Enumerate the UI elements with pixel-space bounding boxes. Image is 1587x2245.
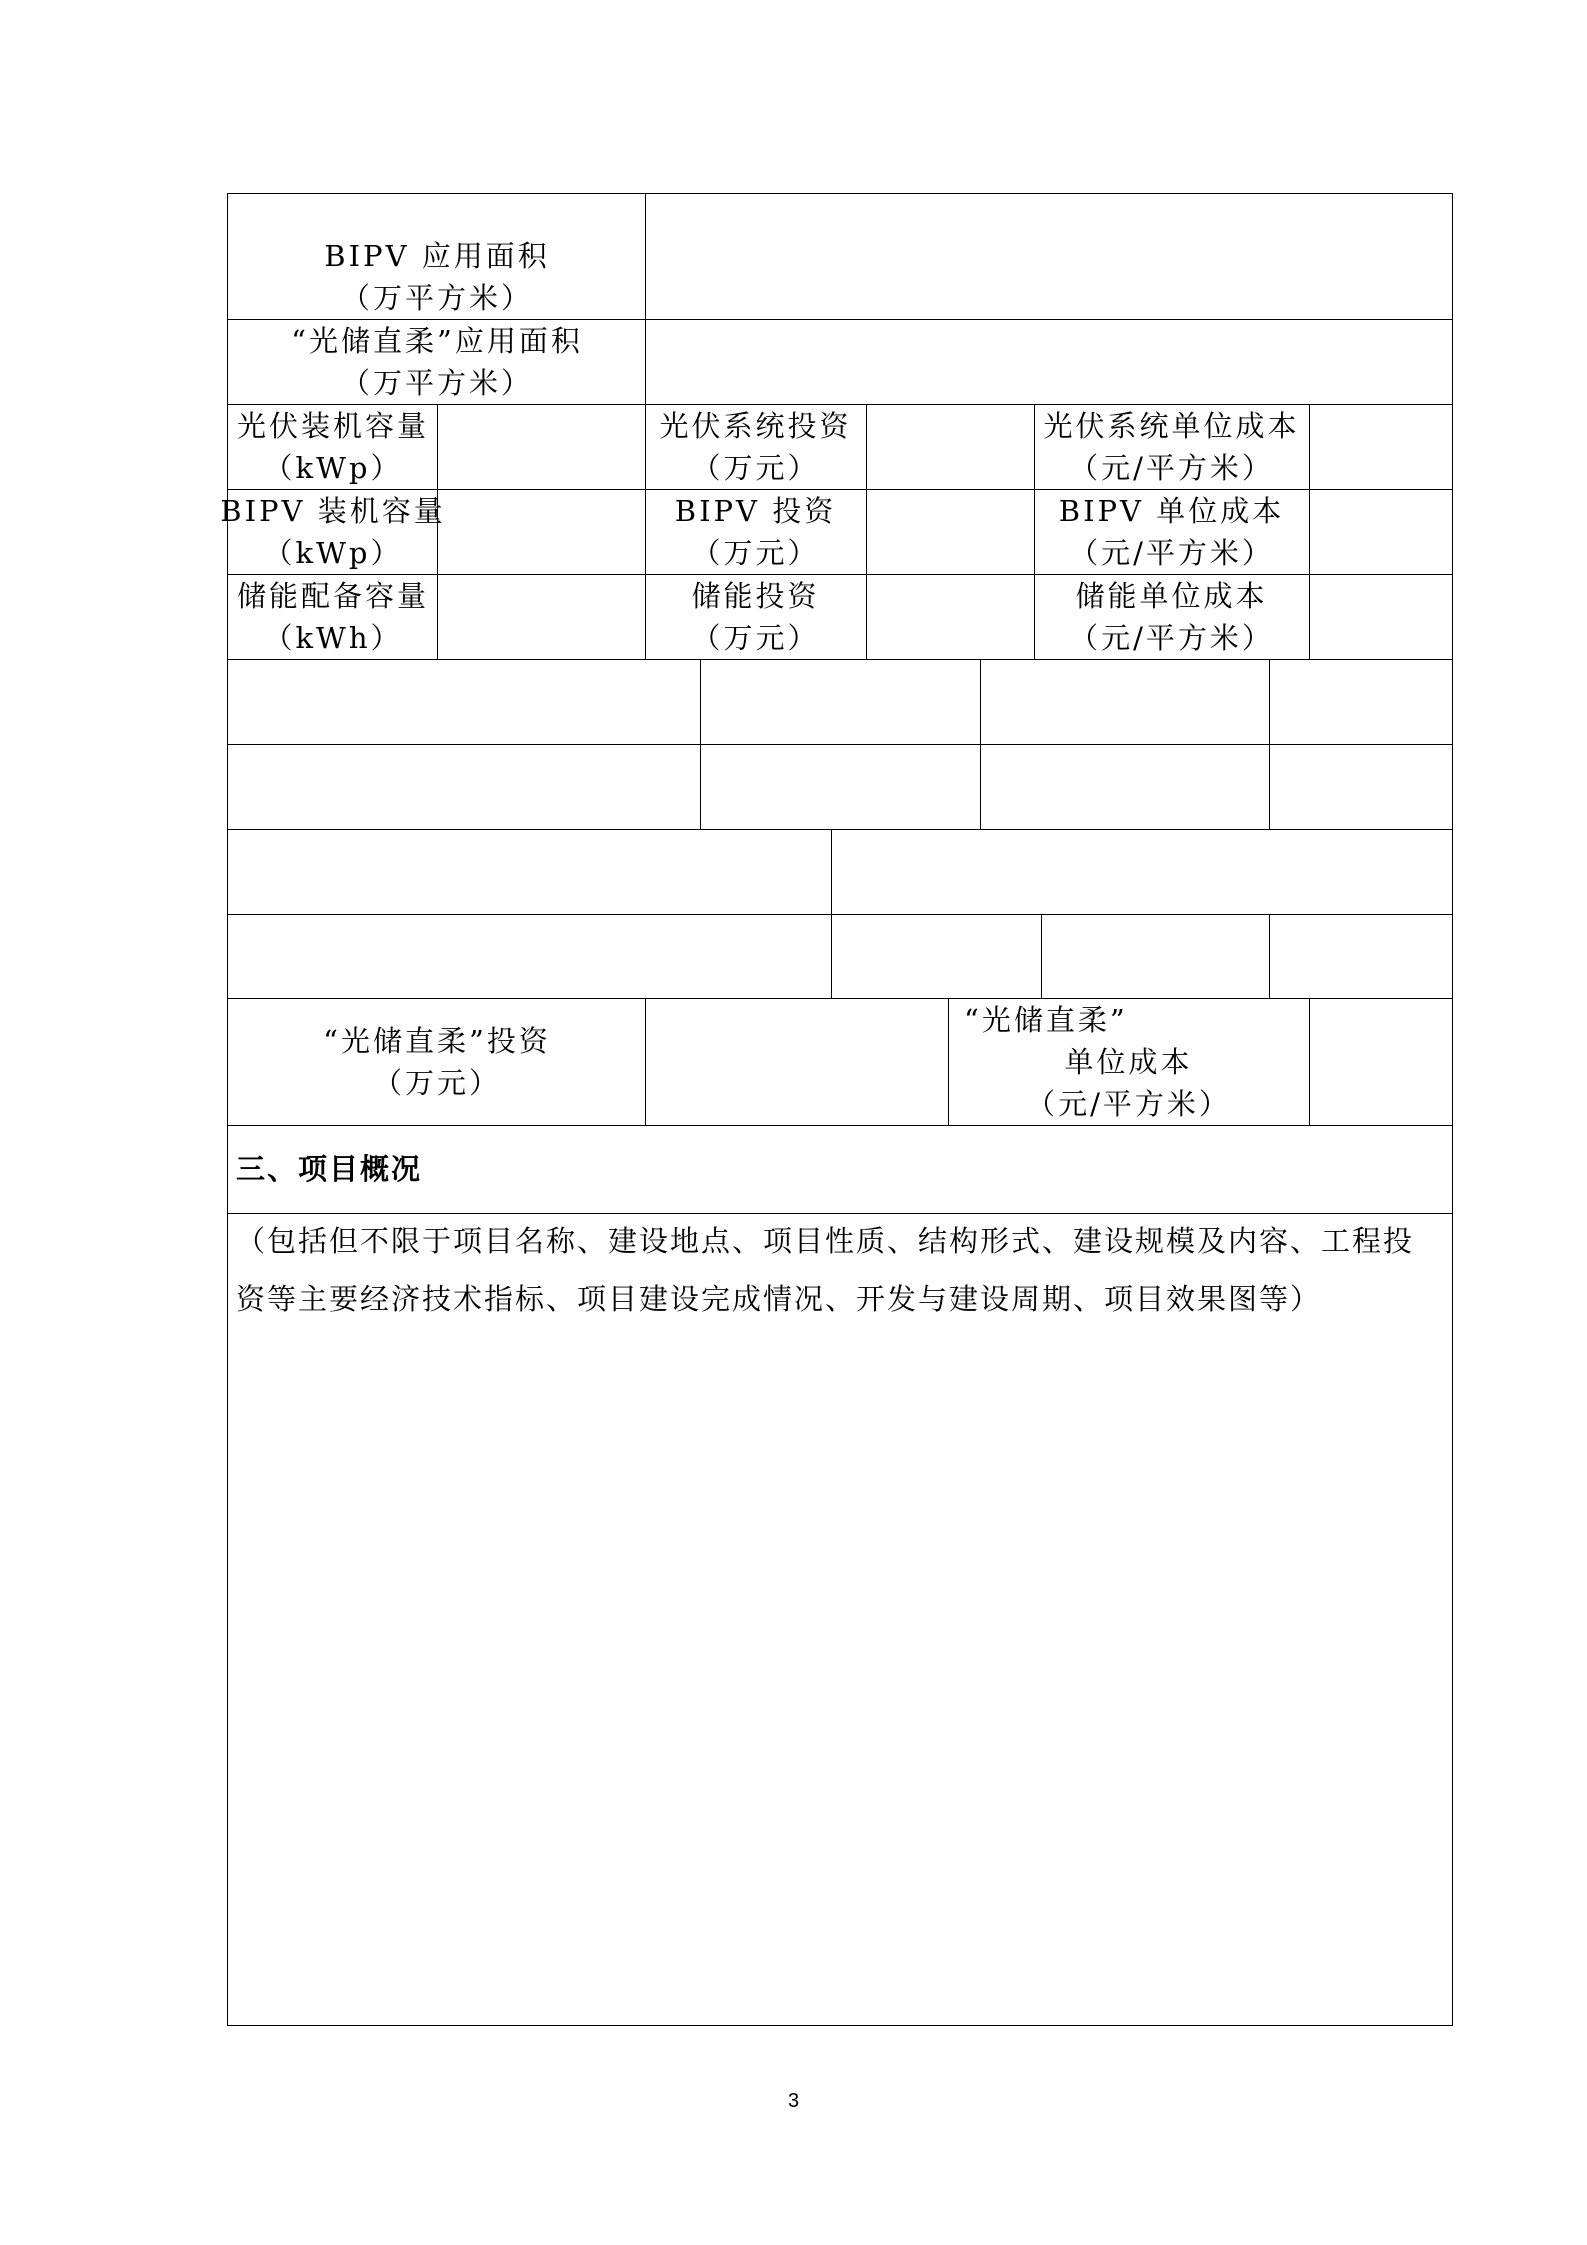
column-divider: [645, 998, 646, 1125]
column-divider: [831, 914, 832, 998]
label-line: （元/平方米）: [1069, 451, 1274, 485]
label-line: （元/平方米）: [1069, 536, 1274, 570]
section-description: [236, 1212, 1448, 1328]
label-line: “光储直柔”投资: [323, 1024, 551, 1058]
label-line: 单位成本: [1064, 1045, 1193, 1079]
label-line: （万平方米）: [340, 281, 533, 315]
label-bipv-unit-cost: [1034, 490, 1309, 574]
column-divider: [1269, 659, 1270, 829]
label-line: “光储直柔”应用面积: [291, 324, 583, 358]
label-line: BIPV 单位成本: [1058, 494, 1285, 528]
column-divider: [1309, 998, 1310, 1125]
label-line: “光储直柔”: [964, 1003, 1128, 1037]
column-divider: [1041, 914, 1042, 998]
label-pedf-area: [229, 320, 645, 404]
label-line: （万元）: [372, 1066, 501, 1100]
column-divider: [1309, 404, 1310, 659]
label-line: 储能配备容量: [236, 579, 429, 613]
column-divider: [866, 404, 867, 659]
label-line: （万元）: [691, 536, 820, 570]
label-line: （kWh）: [263, 621, 403, 655]
page-number: 3: [787, 2090, 800, 2112]
column-divider: [700, 659, 701, 829]
section-title: 三、项目概况: [236, 1152, 423, 1186]
label-line: （元/平方米）: [1069, 621, 1274, 655]
label-line: （kWp）: [263, 451, 403, 485]
label-pv-investment: [645, 405, 866, 489]
label-bipv-investment: [645, 490, 866, 574]
description-line: 资等主要经济技术指标、项目建设完成情况、开发与建设周期、项目效果图等）: [236, 1282, 1322, 1316]
label-line: 光伏装机容量: [236, 409, 429, 443]
label-line: 光伏系统投资: [659, 409, 852, 443]
label-line: BIPV 应用面积: [324, 239, 550, 273]
label-bipv-capacity: [220, 490, 446, 574]
label-line: （kWp）: [263, 536, 403, 570]
label-storage-capacity: [229, 575, 437, 659]
label-pedf-unit-cost: [948, 999, 1309, 1125]
label-line: BIPV 投资: [674, 494, 837, 528]
label-line: BIPV 装机容量: [220, 494, 446, 528]
row-divider: [227, 829, 1453, 830]
description-line: （包括但不限于项目名称、建设地点、项目性质、结构形式、建设规模及内容、工程投: [236, 1224, 1415, 1258]
label-line: 储能单位成本: [1075, 579, 1268, 613]
label-pv-capacity: [229, 405, 437, 489]
column-divider: [645, 193, 646, 404]
label-pv-unit-cost: [1034, 405, 1309, 489]
label-storage-investment: [645, 575, 866, 659]
label-pedf-investment: [229, 999, 645, 1125]
label-line: 光伏系统单位成本: [1043, 409, 1300, 443]
label-line: （万元）: [691, 621, 820, 655]
label-line: （万平方米）: [340, 366, 533, 400]
label-bipv-area: [229, 194, 645, 319]
column-divider: [980, 659, 981, 829]
label-storage-unit-cost: [1034, 575, 1309, 659]
label-line: （元/平方米）: [1026, 1087, 1231, 1121]
label-line: 储能投资: [691, 579, 820, 613]
row-divider: [227, 1125, 1453, 1126]
column-divider: [1269, 914, 1270, 998]
label-line: （万元）: [691, 451, 820, 485]
